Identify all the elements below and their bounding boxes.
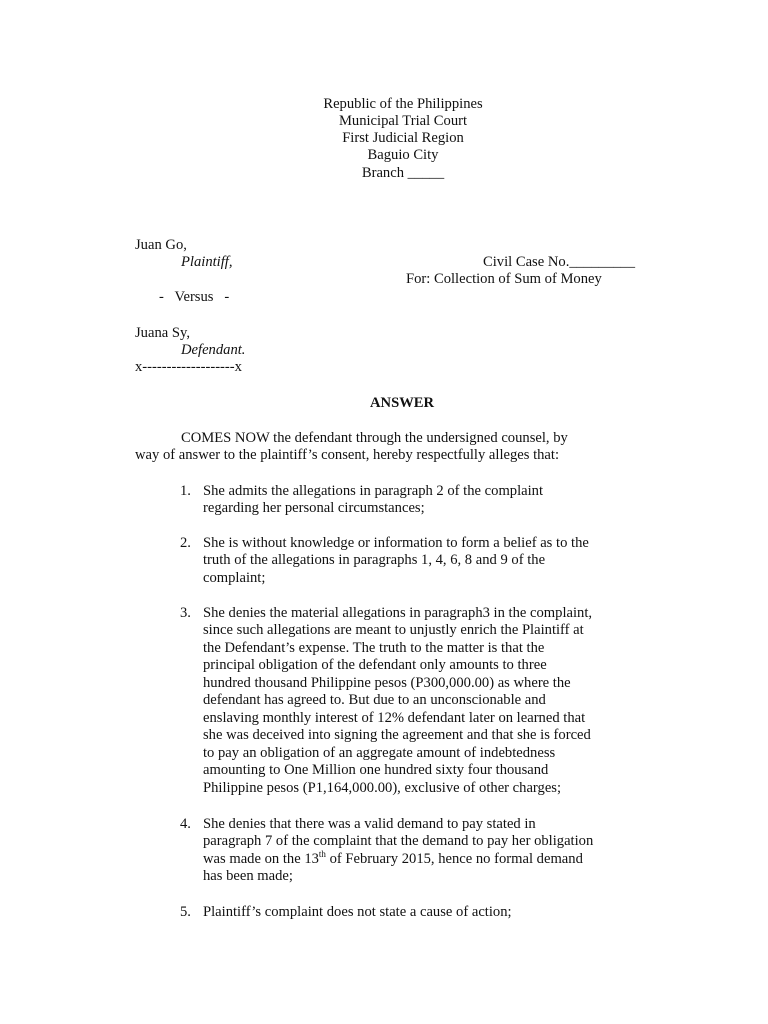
item-line: Philippine pesos (P1,164,000.00), exclusive of other charges; (203, 780, 562, 796)
intro-line: way of answer to the plaintiff’s consent, hereby respectfully alleges that: (135, 447, 560, 463)
item-line: the Defendant’s expense. The truth to the matter is that the (203, 640, 545, 656)
caption-republic: Republic of the Philippines (323, 96, 483, 112)
item-line: regarding her personal circumstances; (203, 500, 425, 516)
item-line: complaint; (203, 570, 266, 586)
ordinal-suffix: th (318, 849, 326, 860)
item-number: 4. (180, 816, 191, 832)
plaintiff-name: Juan Go, (135, 237, 187, 253)
item-line: paragraph 7 of the complaint that the demand to pay her obligation (203, 833, 594, 849)
versus-label: - Versus - (159, 289, 230, 305)
item-line: amounting to One Million one hundred sixty four thousand (203, 762, 549, 778)
item-line: She is without knowledge or information to form a belief as to the (203, 535, 589, 551)
item-line: enslaving monthly interest of 12% defendant later on learned that (203, 710, 586, 726)
item-line (203, 851, 583, 869)
item-number: 3. (180, 605, 191, 621)
caption-region: First Judicial Region (342, 130, 464, 146)
civil-case-number: Civil Case No._________ (483, 254, 636, 270)
item-line: She denies the material allegations in paragraph3 in the complaint, (203, 605, 593, 621)
item-text: was made on the 13 (203, 851, 319, 867)
item-number: 5. (180, 904, 191, 920)
item-number: 1. (180, 483, 191, 499)
item-line: truth of the allegations in paragraphs 1, 4, 6, 8 and 9 of the (203, 552, 546, 568)
caption-branch: Branch _____ (361, 165, 445, 181)
item-number: 2. (180, 535, 191, 551)
item-line: since such allegations are meant to unjustly enrich the Plaintiff at (203, 622, 584, 638)
item-line: She denies that there was a valid demand to pay stated in (203, 816, 536, 832)
item-text: of February 2015, hence no formal demand (325, 851, 583, 867)
defendant-name: Juana Sy, (135, 325, 190, 341)
item-line: hundred thousand Philippine pesos (P300,000.00) as where the (203, 675, 571, 691)
intro-line: COMES NOW the defendant through the undersigned counsel, by (181, 430, 568, 446)
caption-court: Municipal Trial Court (338, 113, 468, 129)
document-title: ANSWER (370, 395, 435, 411)
case-nature: For: Collection of Sum of Money (406, 271, 602, 287)
item-line: to pay an obligation of an aggregate amount of indebtedness (203, 745, 556, 761)
caption-separator: x-------------------x (135, 359, 242, 375)
item-line: has been made; (203, 868, 293, 884)
item-line: principal obligation of the defendant only amounts to three (203, 657, 547, 673)
plaintiff-role: Plaintiff, (181, 254, 233, 270)
defendant-role: Defendant. (181, 342, 246, 358)
item-line: defendant has agreed to. But due to an unconscionable and (203, 692, 546, 708)
item-line: She admits the allegations in paragraph 2 of the complaint (203, 483, 544, 499)
item-line: she was deceived into signing the agreement and that she is forced (203, 727, 591, 743)
item-line: Plaintiff’s complaint does not state a cause of action; (203, 904, 512, 920)
caption-city: Baguio City (367, 147, 439, 163)
